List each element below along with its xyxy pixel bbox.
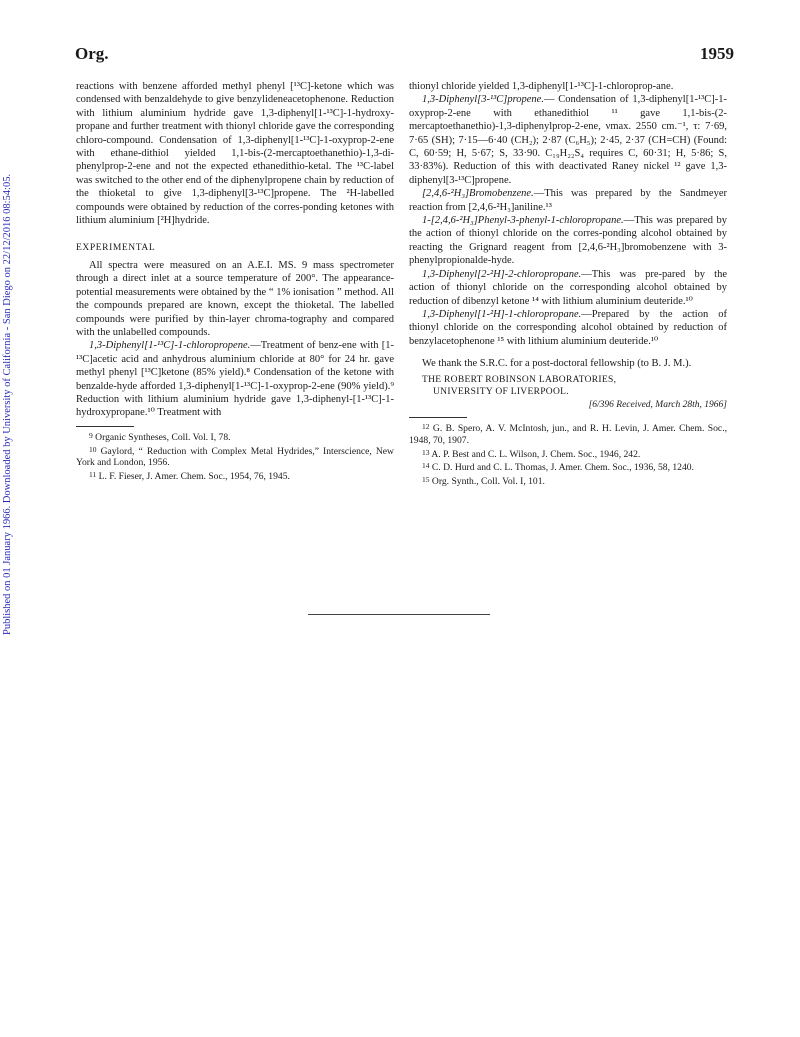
footnote-text: Org. Synth., Coll. Vol. I, 101. — [431, 476, 545, 488]
footnote-14 — [409, 460, 727, 474]
footnote-number: 14 — [422, 461, 430, 471]
download-watermark — [2, 165, 14, 635]
page-number: 1959 — [700, 44, 734, 63]
footnote-number: 15 — [422, 475, 430, 485]
affiliation-lab: THE ROBERT ROBINSON LABORATORIES, — [422, 374, 617, 385]
1h-chloropropane-body: —Prepared by the action of thionyl chloride on the corresponding alcohol obtained by reduction of benzylacetophenone ¹⁵ with lithium aluminium deuteride.¹⁰ — [409, 308, 727, 347]
1h-chloropropane-paragraph — [409, 308, 727, 348]
footnote-rule — [76, 426, 134, 427]
page-end-rule — [308, 614, 490, 615]
footnote-15 — [409, 474, 727, 488]
affiliation-university: UNIVERSITY OF LIVERPOOL. — [433, 387, 569, 398]
experimental-heading: EXPERIMENTAL — [76, 243, 156, 254]
continuation-paragraph: thionyl chloride yielded 1,3-diphenyl[1-¹³C]-1-chloroprop-ane. — [409, 81, 674, 92]
footnote-text: Organic Syntheses, Coll. Vol. I, 78. — [95, 431, 231, 443]
footnote-12 — [409, 421, 727, 447]
received-date: [6/396 Received, March 28th, 1966] — [588, 399, 727, 410]
journal-name: Org. — [75, 44, 109, 63]
phenyl-chloropropane-body: —This was prepared by the action of thionyl chloride on the corres-ponding alcohol obtained by reacting the Grignard reagent from [2,4,6-²H₃]bromobenzene with 3-phenylpropionalde-hyde. — [409, 215, 727, 267]
bromobenzene-body: —This was prepared by the Sandmeyer reaction from [2,4,6-²H₃]aniline.¹³ — [409, 188, 727, 213]
2h-chloropropane-paragraph — [409, 268, 727, 308]
right-column — [409, 80, 727, 488]
signature-block — [409, 374, 727, 412]
footnotes-left — [76, 430, 394, 483]
footnote-number: 11 — [89, 470, 97, 480]
chloropropene-paragraph — [76, 339, 394, 419]
phenyl-chloropropane-paragraph — [409, 214, 727, 268]
phenyl-chloropropane-title: 1-[2,4,6-²H₃]Phenyl-3-phenyl-1-chloropropane. — [422, 215, 624, 227]
footnote-text: G. B. Spero, A. V. McIntosh, jun., and R. H. Levin, J. Amer. Chem. Soc., 1948, 70, 1907. — [409, 423, 727, 446]
chloropropene-body: —Treatment of benz-ene with [1-¹³C]acetic acid and anhydrous aluminium chloride at 80° for 24 hr. gave methyl phenyl [¹³C]ketone (85% yield).⁸ Condensation of the ketone with benzalde-hyde afforded 1,3-diphenyl[1-¹³C]-1-oxyprop-2-ene (90% yield).⁹ Reduction with lithium aluminium hydride gave 1,3-diphenyl-[1-¹³C]-1-hydroxypropane.¹⁰ Treatment with — [76, 340, 394, 419]
footnote-9 — [76, 430, 394, 444]
footnote-text: Gaylord, “ Reduction with Complex Metal Hydrides,” Interscience, New York and London, 1956. — [76, 445, 394, 469]
footnote-13 — [409, 447, 727, 461]
intro-paragraph: reactions with benzene afforded methyl phenyl [¹³C]-ketone which was condensed with benzaldehyde to give benzylideneacetophenone. Reduction with lithium aluminium hydride gave 1,3-diphenyl[1-¹³C]-1-hydroxy-propane and further treatment with thionyl chloride gave the corresponding chloro-compound. Condensation of 1,3-diphenyl[1-¹³C]-1-oxyprop-2-ene with ethane-dithiol yielded 1,1-bis-(2-mercaptoethanethio)-1,3-di-phenylprop-2-ene and not the expected ethanedithio-ketal. The ¹³C-label was switched to the other end of the diphenylpropene chain by reduction of the thioketal to give 1,3-diphenyl[3-¹³C]propene. The ²H-labelled compounds were obtained by reduction of the corres-ponding ketones with lithium aluminium [²H]hydride. — [76, 81, 394, 227]
footnote-text: L. F. Fieser, J. Amer. Chem. Soc., 1954, 76, 1945. — [98, 471, 290, 483]
footnote-rule — [409, 417, 467, 418]
footnote-10 — [76, 444, 394, 470]
download-watermark-text: Published on 01 January 1966. Downloaded by University of California - San Diego on 22/12/2016 08:54:05. — [2, 173, 13, 635]
2h-chloropropane-title: 1,3-Diphenyl[2-²H]-2-chloropropane. — [422, 268, 582, 280]
acknowledgement: We thank the S.R.C. for a post-doctoral fellowship (to B. J. M.). — [422, 358, 692, 370]
footnote-number: 10 — [89, 444, 97, 454]
bromobenzene-title: [2,4,6-²H₃]Bromobenzene. — [422, 188, 534, 200]
2h-chloropropane-body: —This was pre-pared by the action of thionyl chloride on the corresponding alcohol obtained by reduction of dibenzyl ketone ¹⁴ with lithium aluminium deuteride.¹⁰ — [409, 268, 727, 307]
left-column — [76, 80, 394, 483]
footnote-11 — [76, 469, 394, 483]
bromobenzene-paragraph — [409, 187, 727, 214]
chloropropene-title: 1,3-Diphenyl[1-¹³C]-1-chloropropene. — [89, 340, 251, 352]
spectra-paragraph: All spectra were measured on an A.E.I. MS. 9 mass spectrometer through a direct inlet at a source temperature of 200°. The appearance-potential measurements were obtained by the “ 1% ionisation ” method. All the compounds prepared are known, except the thioketal. The labelled compounds were purified by thin-layer chroma-tography and compared with the unlabelled compounds. — [76, 259, 394, 338]
1h-chloropropane-title: 1,3-Diphenyl[1-²H]-1-chloropropane. — [422, 308, 582, 320]
propene-paragraph — [409, 93, 727, 187]
propene-body: — Condensation of 1,3-diphenyl[1-¹³C]-1-oxyprop-2-ene with ethanedithiol ¹¹ gave 1,1-bis-(2-mercaptoethanethio)-1,3-diphenylprop-2-ene, νmax. 2550 cm.⁻¹, τ: 7·69, 7·65 (SH); 7·15—6·40 (CH₂); 2·87 (C₆H₅); 2·45, 2·37 (CH=CH) (Found: C, 60·59; H, 5·67; S, 33·90. C₁₉H₂₂S₄ requires C, 60·31; H, 5·86; S, 33·83%). Reduction of this with deactivated Raney nickel ¹² gave 1,3-diphenyl[3-¹³C]propene. — [409, 94, 727, 186]
footnote-text: A. P. Best and C. L. Wilson, J. Chem. Soc., 1946, 242. — [431, 448, 641, 460]
footnote-number: 12 — [422, 422, 430, 432]
footnote-number: 9 — [89, 430, 93, 440]
propene-title: 1,3-Diphenyl[3-¹³C]propene. — [422, 94, 544, 106]
footnote-number: 13 — [422, 447, 430, 457]
footnote-text: C. D. Hurd and C. L. Thomas, J. Amer. Chem. Soc., 1936, 58, 1240. — [431, 462, 694, 474]
footnotes-right — [409, 421, 727, 488]
